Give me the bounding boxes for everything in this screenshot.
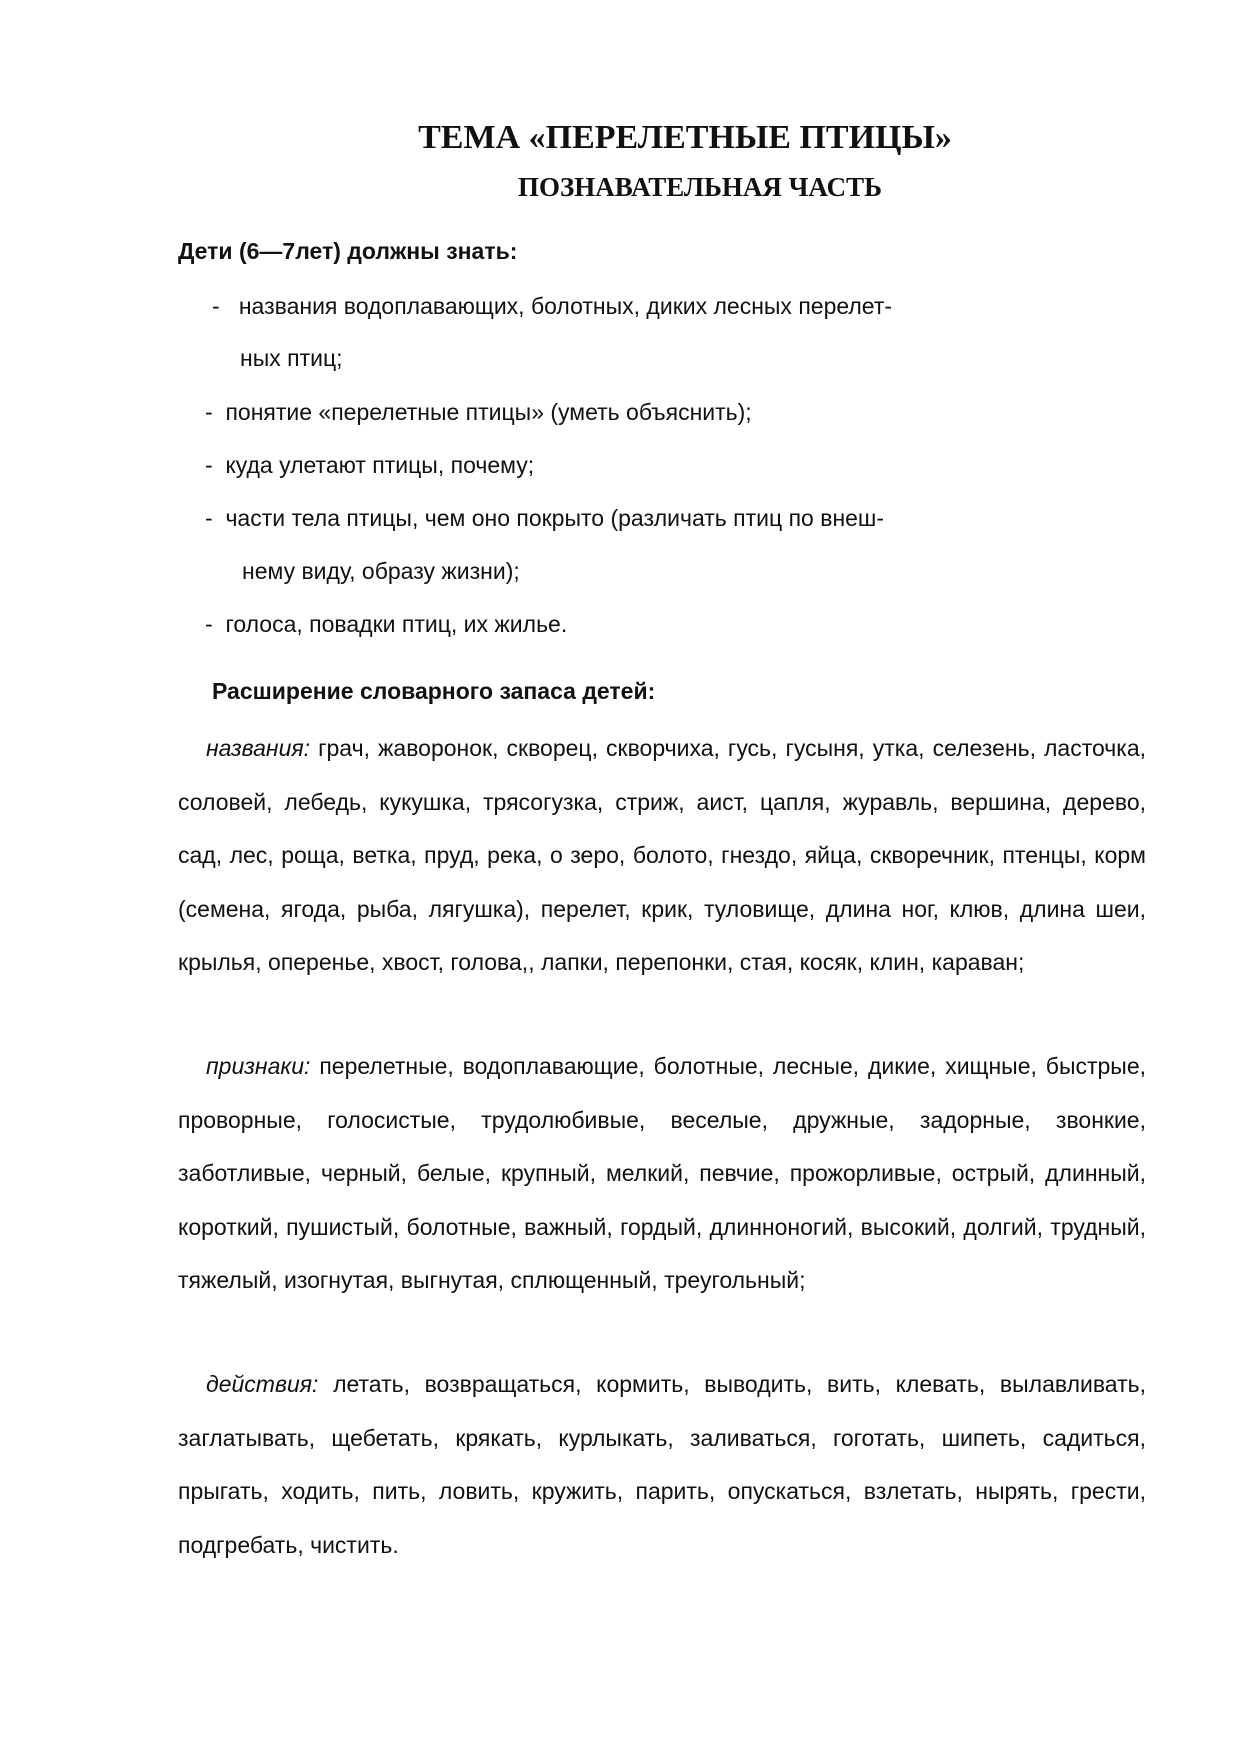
knowledge-heading: Дети (6—7лет) должны знать: — [178, 238, 518, 264]
knowledge-item — [212, 291, 892, 321]
vocabulary-actions-label: действия: — [206, 1371, 319, 1397]
knowledge-item-text: названия водоплавающих, болотных, диких лесных перелет- — [238, 293, 893, 319]
vocabulary-signs-paragraph — [178, 1040, 1146, 1308]
bullet-dash: - — [205, 505, 213, 531]
vocabulary-names-text: грач, жаворонок, скворец, скворчиха, гусь, гусыня, утка, селезень, ласточка, соловей, лебедь, кукушка, трясогузка, стриж, аист, цапля, журавль, вершина, дерево, сад, лес, роща, ветка, пруд, река, о зеро, болото, гнездо, яйца, скворечник, птенцы, корм (семена, ягода, рыба, лягушка), перелет, крик, туловище, длина ног, клюв, длина шеи, крылья, оперенье, хвост, голова,, лапки, перепонки, стая, косяк, клин, караван; — [178, 735, 1147, 975]
knowledge-item-continuation: ных птиц; — [240, 345, 343, 371]
vocabulary-actions-text: летать, возвращаться, кормить, выводить, вить, клевать, вылавливать, заглатывать, щебетать, крякать, курлыкать, заливаться, гоготать, шипеть, садиться, прыгать, ходить, пить, ловить, кружить, парить, опускаться, взлетать, нырять, грести, подгребать, чистить. — [178, 1371, 1146, 1558]
knowledge-item-text: голоса, повадки птиц, их жилье. — [225, 611, 568, 637]
bullet-dash: - — [212, 293, 220, 319]
bullet-dash: - — [205, 611, 213, 637]
knowledge-item — [205, 609, 567, 639]
vocabulary-heading: Расширение словарного запаса детей: — [212, 678, 656, 704]
knowledge-item-text: понятие «перелетные птицы» (уметь объяснить); — [225, 399, 752, 425]
knowledge-item — [205, 503, 884, 533]
knowledge-item-text: части тела птицы, чем оно покрыто (различать птиц по внеш- — [225, 505, 885, 531]
vocabulary-signs-label: признаки: — [206, 1053, 311, 1079]
bullet-dash: - — [205, 452, 213, 478]
knowledge-item-text: куда улетают птицы, почему; — [225, 452, 535, 478]
page-title: ТЕМА «ПЕРЕЛЕТНЫЕ ПТИЦЫ» — [418, 119, 952, 156]
page-subtitle: ПОЗНАВАТЕЛЬНАЯ ЧАСТЬ — [518, 172, 882, 202]
bullet-dash: - — [205, 399, 213, 425]
vocabulary-names-label: названия: — [206, 735, 311, 761]
vocabulary-signs-text: перелетные, водоплавающие, болотные, лесные, дикие, хищные, быстрые, проворные, голосистые, трудолюбивые, веселые, дружные, задорные, звонкие, заботливые, черный, белые, крупный, мелкий, певчие, прожорливые, острый, длинный, короткий, пушистый, болотные, важный, гордый, длинноногий, высокий, долгий, трудный, тяжелый, изогнутая, выгнутая, сплющенный, треугольный; — [178, 1053, 1147, 1293]
vocabulary-actions-paragraph — [178, 1358, 1146, 1572]
knowledge-item — [205, 450, 534, 480]
vocabulary-names-paragraph — [178, 722, 1146, 990]
knowledge-item-continuation: нему виду, образу жизни); — [242, 558, 520, 584]
knowledge-item — [205, 397, 752, 427]
